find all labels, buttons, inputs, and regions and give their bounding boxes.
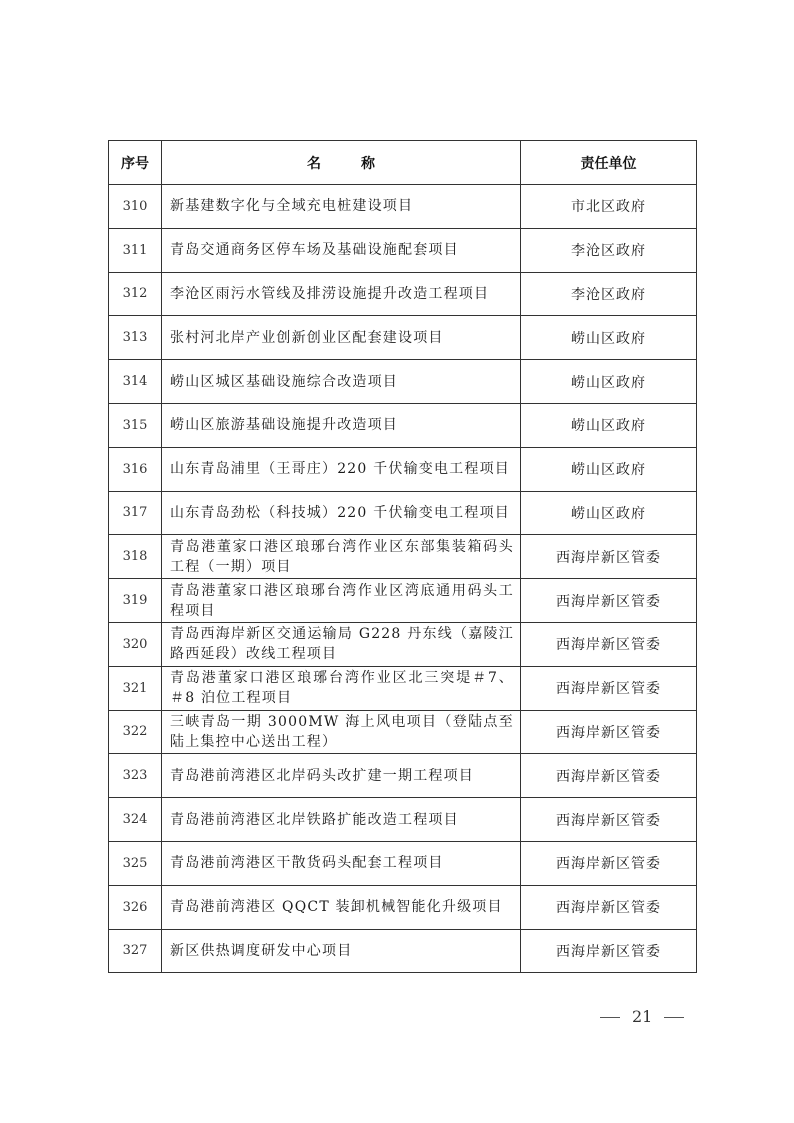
row-number: 321 bbox=[109, 666, 162, 710]
row-number: 315 bbox=[109, 403, 162, 447]
row-project-name: 青岛港董家口港区琅琊台湾作业区东部集装箱码头工程（一期）项目 bbox=[162, 535, 521, 579]
row-responsible-unit: 崂山区政府 bbox=[521, 316, 697, 360]
table-row bbox=[109, 535, 697, 579]
table-row bbox=[109, 754, 697, 798]
table-row bbox=[109, 710, 697, 754]
table-row bbox=[109, 622, 697, 666]
header-name-part1: 名 bbox=[307, 155, 321, 172]
row-responsible-unit: 西海岸新区管委 bbox=[521, 666, 697, 710]
table-row bbox=[109, 447, 697, 491]
row-project-name: 山东青岛浦里（王哥庄）220 千伏输变电工程项目 bbox=[162, 447, 521, 491]
row-responsible-unit: 西海岸新区管委 bbox=[521, 622, 697, 666]
table-row bbox=[109, 929, 697, 973]
row-number: 320 bbox=[109, 622, 162, 666]
row-responsible-unit: 崂山区政府 bbox=[521, 403, 697, 447]
row-project-name: 三峡青岛一期 3000MW 海上风电项目（登陆点至陆上集控中心送出工程） bbox=[162, 710, 521, 754]
row-project-name: 新区供热调度研发中心项目 bbox=[162, 929, 521, 973]
row-responsible-unit: 西海岸新区管委 bbox=[521, 579, 697, 623]
table-row bbox=[109, 579, 697, 623]
row-number: 324 bbox=[109, 798, 162, 842]
header-number: 序号 bbox=[109, 141, 162, 185]
table-row bbox=[109, 228, 697, 272]
row-number: 312 bbox=[109, 272, 162, 316]
page-number bbox=[600, 1007, 684, 1026]
row-number: 318 bbox=[109, 535, 162, 579]
row-number: 323 bbox=[109, 754, 162, 798]
row-responsible-unit: 李沧区政府 bbox=[521, 228, 697, 272]
table-row bbox=[109, 798, 697, 842]
table-row bbox=[109, 885, 697, 929]
header-name-part2: 称 bbox=[361, 155, 375, 172]
row-responsible-unit: 西海岸新区管委 bbox=[521, 929, 697, 973]
row-number: 322 bbox=[109, 710, 162, 754]
header-unit: 责任单位 bbox=[521, 141, 697, 185]
row-number: 317 bbox=[109, 491, 162, 535]
row-responsible-unit: 崂山区政府 bbox=[521, 360, 697, 404]
table-row bbox=[109, 316, 697, 360]
header-name bbox=[162, 141, 521, 185]
row-responsible-unit: 市北区政府 bbox=[521, 185, 697, 229]
row-project-name: 青岛港前湾港区北岸铁路扩能改造工程项目 bbox=[162, 798, 521, 842]
row-responsible-unit: 西海岸新区管委 bbox=[521, 841, 697, 885]
table-row bbox=[109, 360, 697, 404]
row-responsible-unit: 西海岸新区管委 bbox=[521, 798, 697, 842]
row-responsible-unit: 崂山区政府 bbox=[521, 491, 697, 535]
row-number: 316 bbox=[109, 447, 162, 491]
row-responsible-unit: 西海岸新区管委 bbox=[521, 754, 697, 798]
row-number: 325 bbox=[109, 841, 162, 885]
row-project-name: 崂山区城区基础设施综合改造项目 bbox=[162, 360, 521, 404]
row-project-name: 青岛港前湾港区干散货码头配套工程项目 bbox=[162, 841, 521, 885]
row-project-name: 青岛交通商务区停车场及基础设施配套项目 bbox=[162, 228, 521, 272]
page-number-dash-left bbox=[600, 1017, 620, 1018]
row-project-name: 张村河北岸产业创新创业区配套建设项目 bbox=[162, 316, 521, 360]
page-number-value: 21 bbox=[632, 1007, 653, 1026]
table-row bbox=[109, 666, 697, 710]
row-number: 311 bbox=[109, 228, 162, 272]
row-number: 314 bbox=[109, 360, 162, 404]
row-number: 327 bbox=[109, 929, 162, 973]
row-project-name: 崂山区旅游基础设施提升改造项目 bbox=[162, 403, 521, 447]
project-table bbox=[108, 140, 697, 973]
table-row bbox=[109, 491, 697, 535]
table-row bbox=[109, 403, 697, 447]
row-project-name: 山东青岛劲松（科技城）220 千伏输变电工程项目 bbox=[162, 491, 521, 535]
row-responsible-unit: 西海岸新区管委 bbox=[521, 885, 697, 929]
row-responsible-unit: 西海岸新区管委 bbox=[521, 710, 697, 754]
row-number: 310 bbox=[109, 185, 162, 229]
table-row bbox=[109, 185, 697, 229]
row-responsible-unit: 西海岸新区管委 bbox=[521, 535, 697, 579]
row-project-name: 青岛西海岸新区交通运输局 G228 丹东线（嘉陵江路西延段）改线工程项目 bbox=[162, 622, 521, 666]
row-number: 313 bbox=[109, 316, 162, 360]
row-project-name: 新基建数字化与全域充电桩建设项目 bbox=[162, 185, 521, 229]
page-number-dash-right bbox=[664, 1017, 684, 1018]
row-number: 326 bbox=[109, 885, 162, 929]
row-responsible-unit: 李沧区政府 bbox=[521, 272, 697, 316]
row-project-name: 青岛港董家口港区琅琊台湾作业区北三突堤＃7、＃8 泊位工程项目 bbox=[162, 666, 521, 710]
table-header-row bbox=[109, 141, 697, 185]
row-project-name: 青岛港前湾港区北岸码头改扩建一期工程项目 bbox=[162, 754, 521, 798]
row-project-name: 李沧区雨污水管线及排涝设施提升改造工程项目 bbox=[162, 272, 521, 316]
table-row bbox=[109, 841, 697, 885]
row-project-name: 青岛港董家口港区琅琊台湾作业区湾底通用码头工程项目 bbox=[162, 579, 521, 623]
table-row bbox=[109, 272, 697, 316]
row-number: 319 bbox=[109, 579, 162, 623]
row-project-name: 青岛港前湾港区 QQCT 装卸机械智能化升级项目 bbox=[162, 885, 521, 929]
row-responsible-unit: 崂山区政府 bbox=[521, 447, 697, 491]
